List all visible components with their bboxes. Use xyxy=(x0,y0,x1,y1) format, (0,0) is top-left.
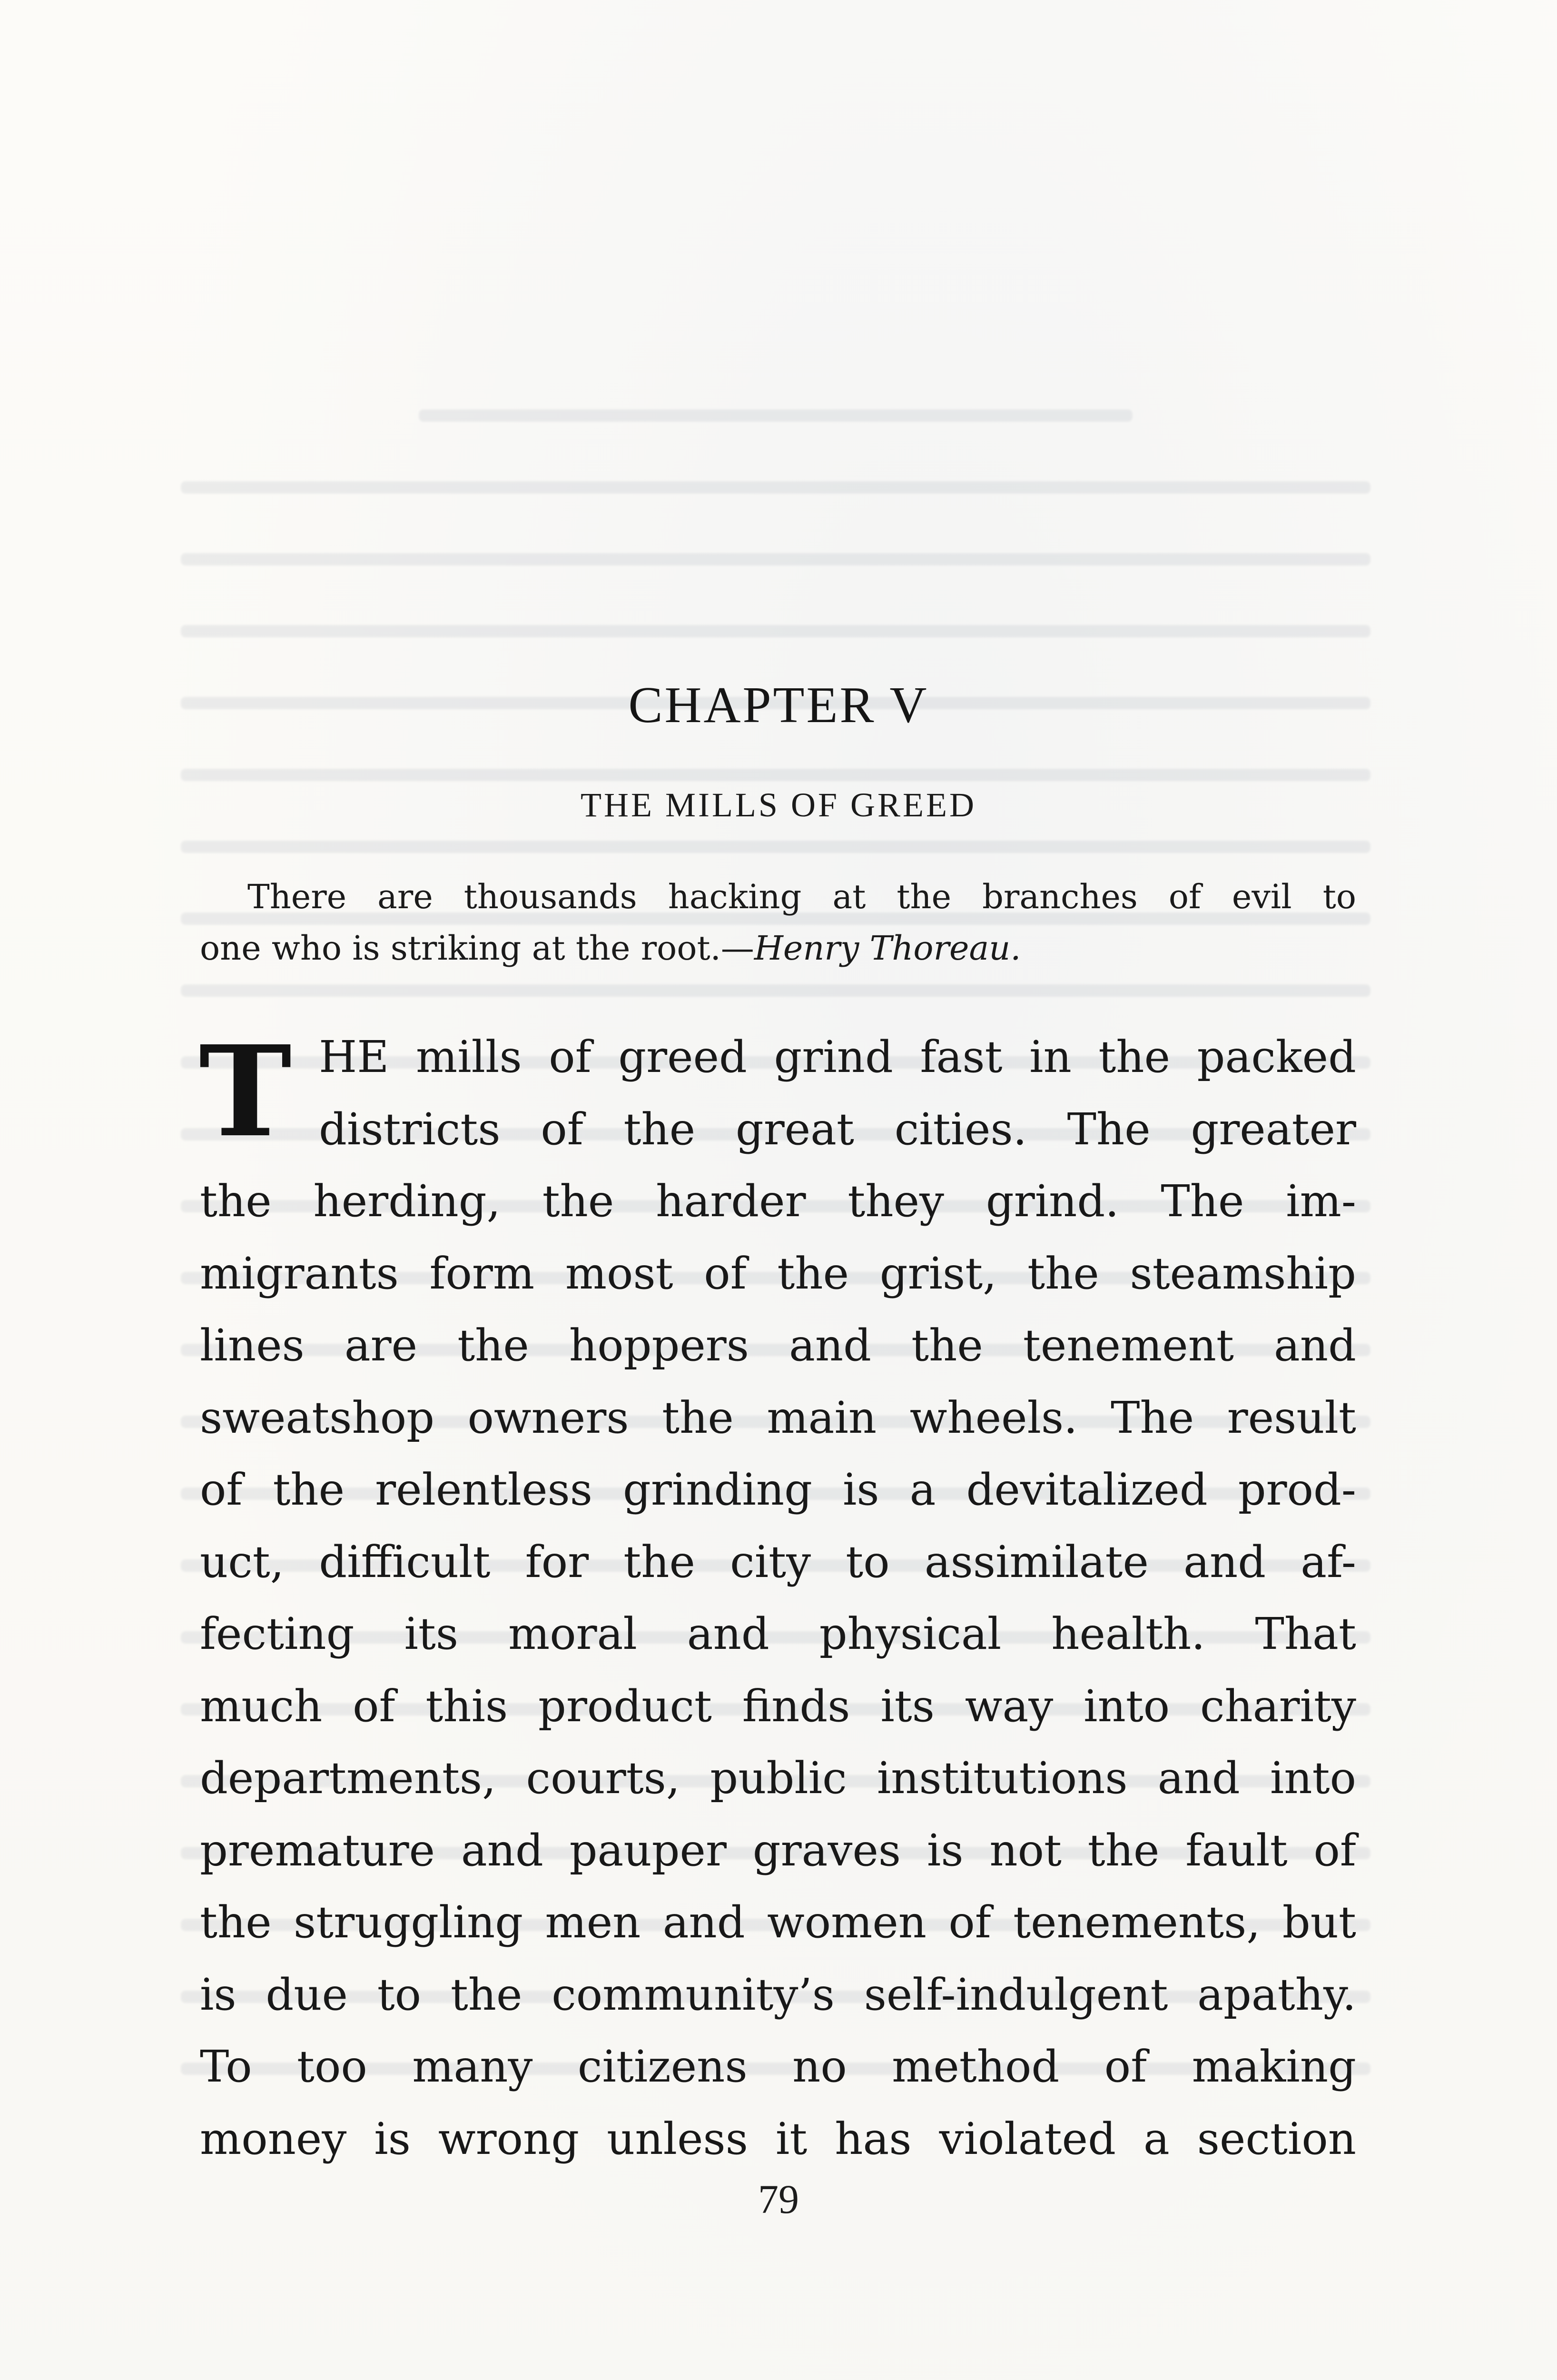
body-line: departments, courts, public institutions and into xyxy=(200,1753,1356,1804)
body-line: is due to the community’s self-indulgent apathy. xyxy=(200,1969,1356,2020)
body-line: lines are the hoppers and the tenement and xyxy=(200,1320,1356,1371)
chapter-title: CHAPTER V xyxy=(628,677,929,734)
body-line: districts of the great cities. The greater xyxy=(319,1103,1356,1155)
page-number: 79 xyxy=(758,2176,799,2222)
body-line: premature and pauper graves is not the fault of xyxy=(200,1825,1356,1876)
body-line: fecting its moral and physical health. That xyxy=(200,1608,1356,1659)
body-line: migrants form most of the grist, the steamship xyxy=(200,1248,1356,1299)
body-line: sweatshop owners the main wheels. The result xyxy=(200,1392,1356,1443)
body-line: HE mills of greed grind fast in the packed xyxy=(319,1031,1356,1082)
epigraph-attribution: Henry Thoreau. xyxy=(754,929,1021,968)
epigraph-line-2 xyxy=(200,922,1356,974)
body-text xyxy=(199,1018,1356,2175)
body-line: money is wrong unless it has violated a section xyxy=(200,2113,1356,2164)
drop-cap: T xyxy=(199,1018,292,1165)
epigraph-line-1: There are thousands hacking at the branches of evil to xyxy=(247,877,1356,916)
body-line: the herding, the harder they grind. The im- xyxy=(200,1176,1356,1227)
body-line: To too many citizens no method of making xyxy=(200,2041,1356,2092)
epigraph xyxy=(200,871,1356,974)
body-line: of the relentless grinding is a devitalized prod- xyxy=(200,1464,1356,1515)
body-line: the struggling men and women of tenements, but xyxy=(200,1897,1356,1948)
body-line: much of this product finds its way into charity xyxy=(200,1680,1356,1732)
epigraph-quote-end: one who is striking at the root.— xyxy=(200,929,754,968)
chapter-subtitle: THE MILLS OF GREED xyxy=(581,786,976,824)
body-line: uct, difficult for the city to assimilate and af- xyxy=(200,1536,1356,1587)
